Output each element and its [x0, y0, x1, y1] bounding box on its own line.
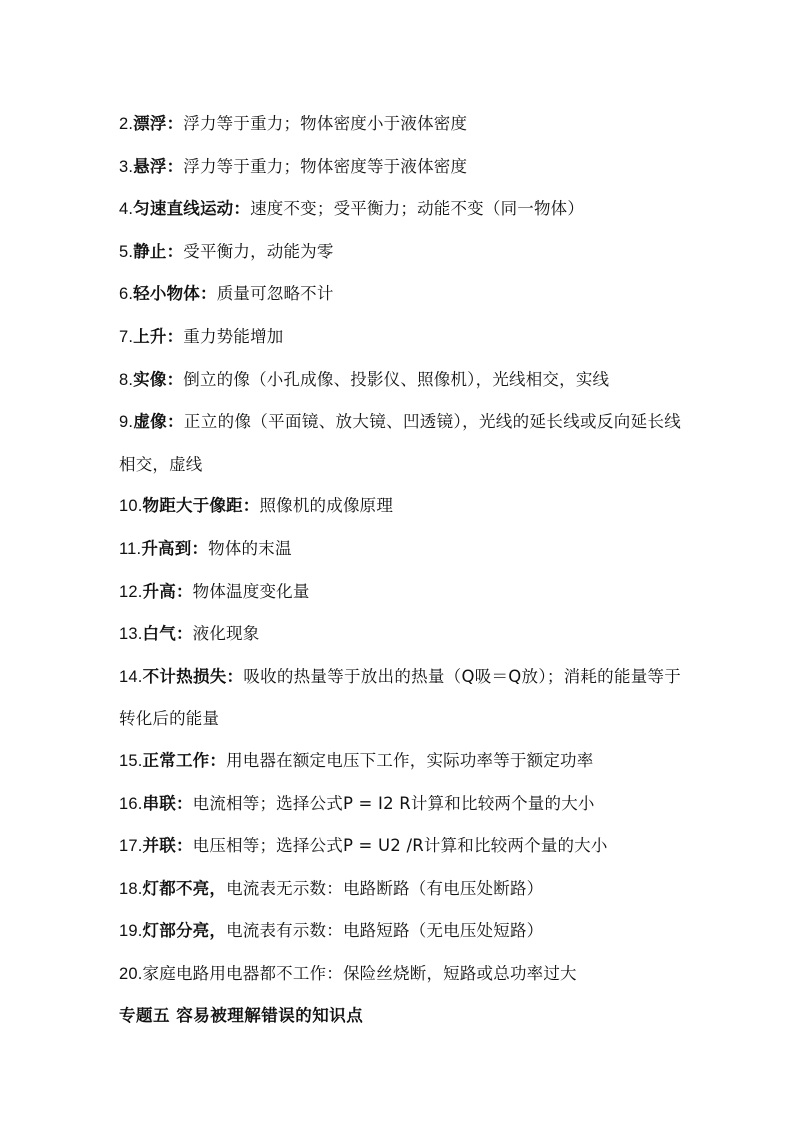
item-term: 升高到	[141, 538, 192, 558]
list-item	[119, 401, 681, 485]
item-description: 正立的像（平面镜、放大镜、凹透镜），光线的延长线或反向延长线相交，虚线	[119, 412, 682, 474]
item-term: 虚像	[133, 412, 168, 432]
item-number: 16.	[119, 794, 143, 813]
list-item	[119, 273, 681, 316]
item-number: 14.	[119, 667, 143, 686]
item-term: 悬浮	[133, 156, 167, 176]
item-separator: ：	[242, 496, 260, 516]
item-separator: ：	[166, 156, 184, 176]
item-term: 轻小物体	[133, 284, 200, 304]
list-item	[119, 783, 681, 826]
item-number: 13.	[119, 625, 143, 644]
item-term: 升高	[142, 581, 176, 601]
item-separator: ：	[166, 241, 184, 261]
item-description: 电流表有示数：电路短路（无电压处短路）	[226, 921, 544, 941]
item-separator: ，	[209, 921, 227, 941]
list-item	[119, 485, 681, 528]
item-number: 3.	[119, 157, 134, 176]
item-description: 电压相等；选择公式P = U2 /R计算和比较两个量的大小	[192, 836, 608, 856]
list-item	[119, 613, 681, 656]
document-content	[119, 103, 681, 1037]
item-term: 并联	[142, 836, 176, 856]
item-number: 4.	[119, 200, 134, 219]
item-description: 浮力等于重力；物体密度小于液体密度	[183, 114, 468, 133]
item-term: 灯都不亮	[142, 878, 210, 898]
item-separator: ：	[175, 836, 193, 856]
list-item	[119, 656, 681, 740]
list-item	[119, 953, 681, 996]
item-separator: ：	[233, 199, 251, 219]
item-description: 重力势能增加	[183, 326, 284, 346]
item-term: 漂浮	[133, 114, 167, 133]
item-number: 6.	[119, 285, 134, 304]
item-separator: ：	[166, 114, 184, 133]
item-separator: ：	[167, 412, 184, 432]
list-item	[119, 910, 681, 953]
list-item	[119, 188, 681, 231]
item-description: 电流相等；选择公式P = I2 R计算和比较两个量的大小	[192, 793, 595, 813]
item-term: 实像	[133, 369, 167, 389]
item-term: 灯部分亮	[142, 921, 210, 941]
item-number: 18.	[119, 879, 143, 898]
item-separator: ：	[175, 581, 193, 601]
item-separator: ：	[166, 326, 184, 346]
item-separator: ：	[191, 538, 209, 558]
list-item	[119, 825, 681, 868]
item-description: 家庭电路用电器都不工作：保险丝烧断，短路或总功率过大	[142, 963, 577, 983]
list-item	[119, 359, 681, 402]
item-description: 质量可忽略不计	[216, 284, 334, 304]
list-item	[119, 571, 681, 614]
item-number: 9.	[119, 413, 134, 432]
item-description: 物体温度变化量	[192, 581, 310, 601]
item-description: 吸收的热量等于放出的热量（Q吸＝Q放）；消耗的能量等于转化后的能量	[119, 666, 682, 729]
item-number: 17.	[119, 837, 143, 856]
item-description: 受平衡力，动能为零	[183, 241, 334, 261]
item-description: 电流表无示数：电路断路（有电压处断路）	[226, 878, 544, 898]
item-separator: ：	[166, 369, 184, 389]
list-item	[119, 740, 681, 783]
item-term: 不计热损失	[142, 666, 227, 686]
item-number: 12.	[119, 582, 143, 601]
item-number: 8.	[119, 370, 134, 389]
item-number: 10.	[119, 497, 143, 516]
item-separator: ：	[209, 750, 227, 770]
list-item	[119, 868, 681, 911]
item-separator: ：	[199, 284, 217, 304]
list-item	[119, 316, 681, 359]
item-number: 11.	[119, 539, 142, 558]
item-term: 上升	[133, 326, 167, 346]
item-description: 速度不变；受平衡力；动能不变（同一物体）	[250, 199, 585, 219]
item-description: 浮力等于重力；物体密度等于液体密度	[183, 156, 468, 176]
list-item	[119, 103, 681, 146]
item-number: 2.	[119, 115, 134, 133]
item-description: 用电器在额定电压下工作，实际功率等于额定功率	[226, 750, 594, 770]
item-term: 串联	[142, 793, 176, 813]
item-description: 物体的末温	[208, 538, 292, 558]
item-number: 15.	[119, 751, 143, 770]
item-number: 20.	[119, 964, 143, 983]
list-item	[119, 146, 681, 189]
item-description: 照像机的成像原理	[259, 496, 394, 516]
item-separator: ：	[175, 624, 193, 644]
item-separator: ：	[175, 793, 193, 813]
item-term: 正常工作	[142, 750, 210, 770]
item-description: 倒立的像（小孔成像、投影仪、照像机），光线相交，实线	[183, 369, 610, 389]
item-number: 5.	[119, 242, 134, 261]
item-description: 液化现象	[192, 624, 260, 644]
item-number: 7.	[119, 327, 134, 346]
item-term: 物距大于像距	[142, 496, 243, 516]
section-heading: 专题五 容易被理解错误的知识点	[119, 1006, 364, 1026]
list-item	[119, 528, 681, 571]
item-number: 19.	[119, 922, 143, 941]
item-term: 匀速直线运动	[133, 199, 234, 219]
item-separator: ：	[226, 666, 244, 686]
list-item	[119, 231, 681, 274]
item-separator: ，	[209, 878, 227, 898]
item-term: 白气	[142, 624, 176, 644]
item-term: 静止	[133, 241, 167, 261]
